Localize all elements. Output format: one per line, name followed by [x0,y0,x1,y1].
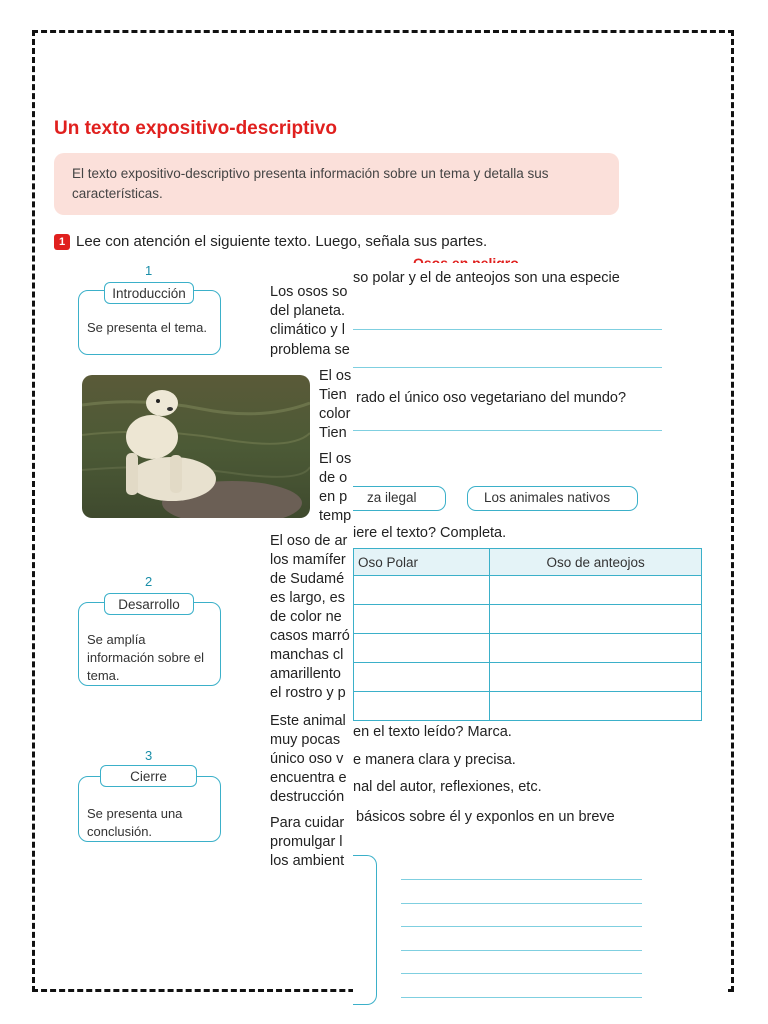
instruction-text: Lee con atención el siguiente texto. Luego, señala sus partes. [76,233,488,250]
writing-line[interactable] [401,879,642,880]
writing-line[interactable] [401,926,642,927]
reading-line: El os [319,368,352,384]
reading-line: de o [319,470,348,486]
table-header-oso-anteojos: Oso de anteojos [490,549,702,576]
reading-line: de Sudamé [270,571,345,587]
answer-line[interactable] [353,430,662,431]
reading-line: casos marró [270,628,350,644]
table-cell[interactable] [490,576,702,605]
table-cell[interactable] [490,663,702,692]
reading-line: los mamífer [270,552,346,568]
table-cell[interactable] [354,605,490,634]
part-tag-desarrollo: Desarrollo [104,593,194,615]
part-tag-introduccion: Introducción [104,282,194,304]
reading-line: color [319,406,351,422]
part-number-1: 1 [145,263,153,278]
question-b: rado el único oso vegetariano del mundo? [356,390,627,406]
question-c: iere el texto? Completa. [353,525,507,541]
definition-box: El texto expositivo-descriptivo presenta información sobre un tema y detalla sus características. [54,153,619,215]
reading-line: del planeta. [270,303,345,319]
reading-line: destrucción [270,789,345,805]
reading-line: Para cuidar [270,815,345,831]
reading-line: muy pocas [270,732,341,748]
writing-area-bracket [353,855,377,1005]
reading-line: único oso v [270,751,344,767]
table-row [354,692,702,721]
page-title: Un texto expositivo-descriptivo [54,118,337,139]
part-tag-cierre: Cierre [100,765,197,787]
table-cell[interactable] [354,663,490,692]
activity-number-badge: 1 [54,234,70,250]
question-d: en el texto leído? Marca. [353,724,512,740]
reading-line: Este animal [270,713,346,729]
reading-line: promulgar l [270,834,343,850]
table-cell[interactable] [490,605,702,634]
reading-line: de color ne [270,609,342,625]
polar-bear-photo [82,375,310,518]
part-description: Se presenta el tema. [87,320,207,335]
part-number-3: 3 [145,748,153,763]
question-e: básicos sobre él y exponlos en un breve [356,809,615,825]
part-description: Se amplía información sobre el tema. [87,632,205,683]
reading-line: climático y l [270,322,345,338]
writing-line[interactable] [401,997,642,998]
part-number-2: 2 [145,574,153,589]
comparison-table [353,548,702,721]
reading-line: manchas cl [270,647,344,663]
option-pill-animales-nativos[interactable]: Los animales nativos [467,486,638,511]
table-cell[interactable] [354,692,490,721]
option-opinion-autor[interactable]: nal del autor, reflexiones, etc. [353,779,542,795]
reading-line: es largo, es [270,590,345,606]
answer-line[interactable] [353,329,662,330]
activity-instruction [54,233,487,250]
table-row [354,663,702,692]
question-a: so polar y el de anteojos son una especie [353,270,620,286]
table-row [354,605,702,634]
table-cell[interactable] [490,692,702,721]
reading-line: encuentra e [270,770,347,786]
option-pill-left[interactable]: za ilegal [353,486,446,511]
part-description: Se presenta una conclusión. [87,806,183,839]
reading-line: temp [319,508,352,524]
table-header-oso-polar: Oso Polar [354,549,490,576]
reading-line: Los osos so [270,284,348,300]
writing-line[interactable] [401,973,642,974]
reading-line: El oso de ar [270,533,348,549]
reading-line: problema se [270,342,350,358]
reading-line: Tien [319,387,347,403]
reading-line: Tien [319,425,347,441]
reading-line: el rostro y p [270,685,346,701]
table-cell[interactable] [490,634,702,663]
table-row [354,576,702,605]
table-cell[interactable] [354,576,490,605]
reading-line: los ambient [270,853,345,869]
reading-line: amarillento [270,666,341,682]
writing-line[interactable] [401,950,642,951]
option-clara-precisa[interactable]: e manera clara y precisa. [353,752,516,768]
reading-line: El os [319,451,352,467]
answer-line[interactable] [353,367,662,368]
table-cell[interactable] [354,634,490,663]
reading-line: en p [319,489,348,505]
writing-line[interactable] [401,903,642,904]
table-row [354,634,702,663]
